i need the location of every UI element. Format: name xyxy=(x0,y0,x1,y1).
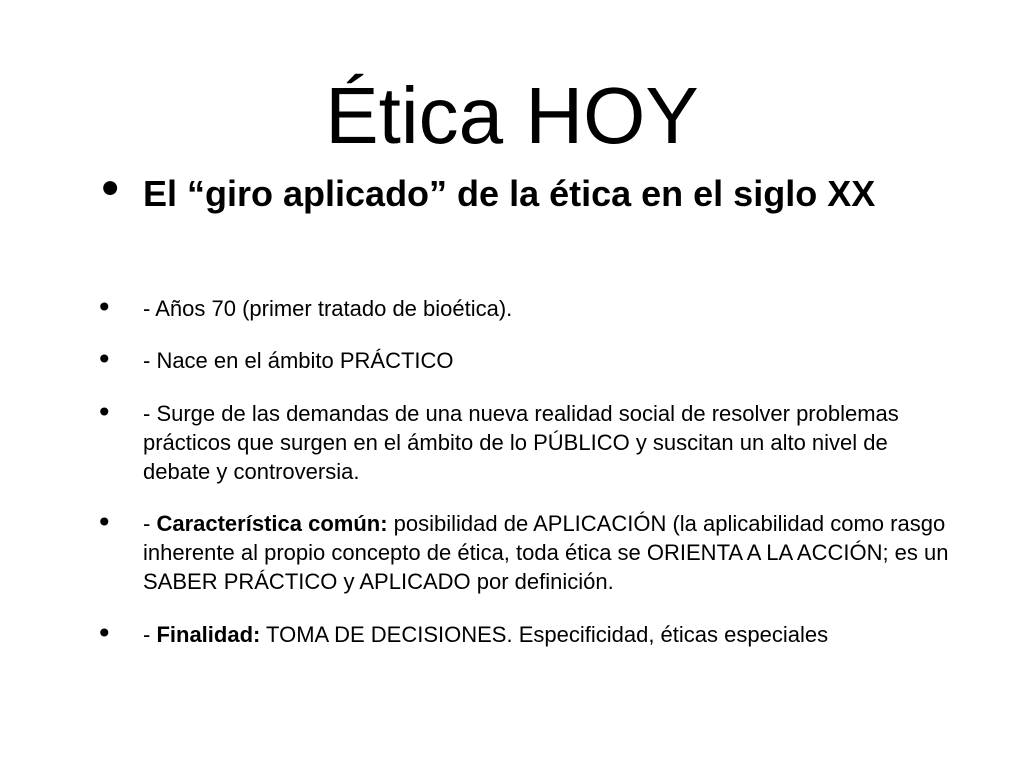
point-rest: posibilidad de APLICACIÓN (la aplicabilidad como rasgo inherente al propio concepto de ética, toda ética se ORIENTA A LA ACCIÓN; es un SABER PRÁCTICO y APLICADO por definición. xyxy=(143,511,949,594)
bullet-icon: • xyxy=(96,162,125,218)
point-rest: TOMA DE DECISIONES. Especificidad, éticas especiales xyxy=(260,622,829,647)
point-label: Característica común: xyxy=(156,511,388,536)
point-text: - Nace en el ámbito PRÁCTICO xyxy=(143,348,454,373)
point-text: - Surge de las demandas de una nueva realidad social de resolver problemas prácticos que surgen en el ámbito de lo PÚBLICO y suscitan un alto nivel de debate y controversia. xyxy=(143,401,899,484)
main-point-text: El “giro aplicado” de la ética en el siglo XX xyxy=(143,173,876,214)
point-text xyxy=(143,620,953,649)
bullet-icon: • xyxy=(96,343,113,376)
point-prefix: - xyxy=(143,511,157,536)
bullet-icon: • xyxy=(96,396,113,429)
bullet-icon: • xyxy=(96,506,113,539)
point-text xyxy=(143,509,953,596)
bullet-icon: • xyxy=(96,291,113,324)
point-text: - Años 70 (primer tratado de bioética). xyxy=(143,296,513,321)
slide-title: Ética HOY xyxy=(325,71,699,160)
point-prefix: - xyxy=(143,622,157,647)
bullet-icon: • xyxy=(96,617,113,650)
point-label: Finalidad: xyxy=(156,622,261,647)
